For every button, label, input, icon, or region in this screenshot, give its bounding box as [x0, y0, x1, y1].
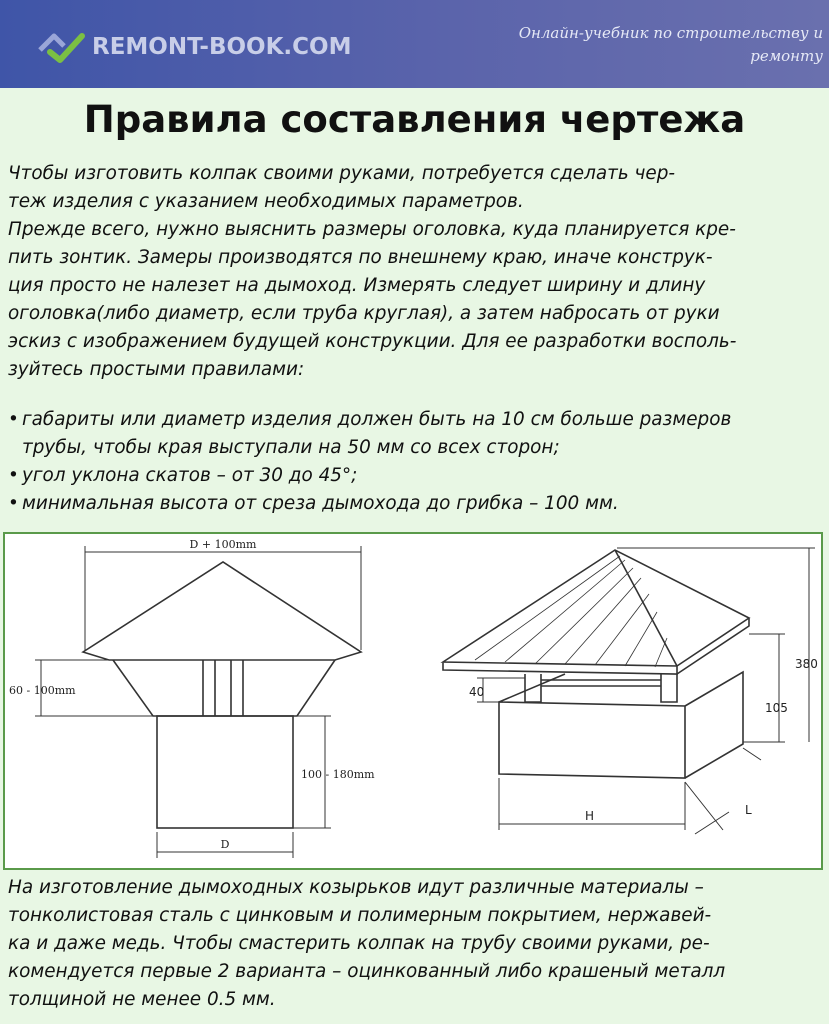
site-header — [0, 0, 829, 88]
rules-list — [8, 406, 824, 518]
list-item — [8, 406, 824, 462]
intro-paragraph — [8, 160, 824, 384]
right-cap-roof-hatch — [475, 556, 667, 667]
site-logo[interactable] — [38, 30, 351, 64]
house-check-icon — [38, 30, 86, 64]
cap-drawing-figure — [3, 532, 823, 870]
dim-bottom-label: D — [220, 838, 230, 851]
outro-line: ка и даже медь. Чтобы смастерить колпак на трубу своими руками, ре- — [8, 933, 710, 954]
dim-105-line — [743, 634, 785, 742]
dim-380-label: 380 — [795, 657, 818, 671]
left-cap-hood — [113, 660, 335, 716]
list-item — [8, 490, 824, 518]
left-cap-roof — [83, 562, 361, 660]
right-cap-roof — [443, 550, 749, 674]
intro-line: эскиз с изображением будущей конструкции. Для ее разработки восполь- — [8, 331, 737, 352]
logo-text: REMONT-BOOK.COM — [92, 34, 352, 60]
outro-line: тонколистовая сталь с цинковым и полимерным покрытием, нержавей- — [8, 905, 712, 926]
right-cap-posts — [525, 674, 677, 702]
cap-drawing — [5, 534, 821, 868]
dim-side-label: 60 - 100mm — [9, 684, 76, 697]
intro-line: пить зонтик. Замеры производятся по внешнему краю, иначе конструк- — [8, 247, 713, 268]
list-item-line: трубы, чтобы края выступали на 50 мм со всех сторон; — [22, 437, 560, 458]
dim-right-label: 100 - 180mm — [301, 768, 375, 781]
dim-h-label: H — [585, 809, 595, 823]
dim-40-label: 40 — [469, 685, 485, 699]
list-item-line: угол уклона скатов – от 30 до 45°; — [22, 465, 358, 486]
dim-105-label: 105 — [765, 701, 788, 715]
intro-line: зуйтесь простыми правилами: — [8, 359, 305, 380]
list-item-line: минимальная высота от среза дымохода до грибка – 100 мм. — [22, 493, 619, 514]
left-cap-legs — [203, 660, 243, 716]
dim-l-label: L — [745, 803, 752, 817]
list-item — [8, 462, 824, 490]
intro-line: Чтобы изготовить колпак своими руками, потребуется сделать чер- — [8, 163, 676, 184]
outro-paragraph — [8, 874, 824, 1014]
left-pipe — [157, 716, 293, 828]
page-title: Правила составления чертежа — [83, 98, 746, 141]
dim-top-label: D + 100mm — [189, 538, 257, 551]
dim-l-line — [685, 748, 761, 834]
bullet-dot: • — [8, 493, 19, 514]
intro-line: теж изделия с указанием необходимых параметров. — [8, 191, 524, 212]
intro-line: оголовка(либо диаметр, если труба круглая), а затем набросать от руки — [8, 303, 720, 324]
intro-line: Прежде всего, нужно выяснить размеры оголовка, куда планируется кре- — [8, 219, 736, 240]
site-tagline: Онлайн-учебник по строительству и ремонту — [518, 24, 823, 65]
list-item-line: габариты или диаметр изделия должен быть на 10 см больше размеров — [22, 409, 732, 430]
bullet-dot: • — [8, 465, 19, 486]
outro-line: толщиной не менее 0.5 мм. — [8, 989, 276, 1010]
bullet-dot: • — [8, 409, 19, 430]
outro-line: На изготовление дымоходных козырьков идут различные материалы – — [8, 877, 704, 898]
intro-line: ция просто не налезет на дымоход. Измерять следует ширину и длину — [8, 275, 706, 296]
outro-line: комендуется первые 2 варианта – оцинкованный либо крашеный металл — [8, 961, 726, 982]
right-pipe — [499, 672, 743, 778]
